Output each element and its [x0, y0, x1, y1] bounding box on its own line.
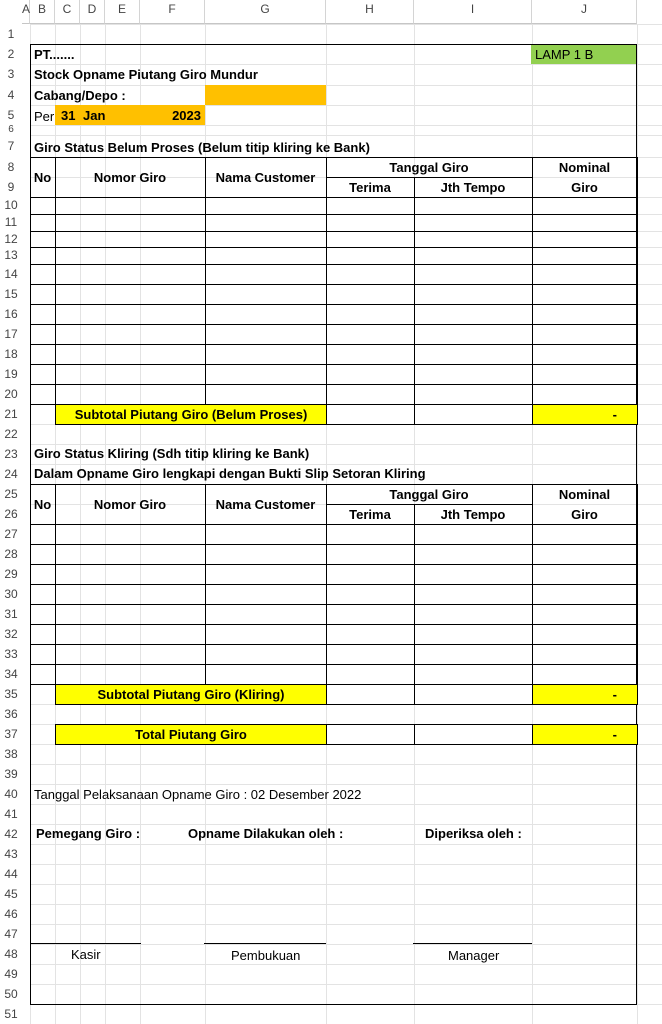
row-header-12[interactable]: 12: [4, 232, 18, 246]
column-header-j[interactable]: J: [532, 0, 637, 24]
subtotal-value: [533, 405, 637, 424]
row-header-47[interactable]: 47: [4, 927, 18, 941]
header-giro: [532, 177, 637, 197]
header-nominal-text: Nominal: [558, 486, 611, 502]
total-col-line: [637, 724, 638, 745]
subtotal-value-text: -: [612, 687, 617, 702]
row-header-13[interactable]: 13: [4, 248, 18, 262]
column-header-e[interactable]: E: [105, 0, 140, 24]
column-header-c[interactable]: C: [55, 0, 80, 24]
row-header-37[interactable]: 37: [4, 727, 18, 741]
row-header-18[interactable]: 18: [4, 347, 18, 361]
header-tanggal-giro-text: Tanggal Giro: [389, 159, 469, 175]
row-header-42[interactable]: 42: [4, 827, 18, 841]
sign-kasir: Kasir: [71, 947, 101, 962]
subtotal-label-text: Subtotal Piutang Giro (Belum Proses): [74, 407, 308, 422]
row-header-49[interactable]: 49: [4, 967, 18, 981]
table-row[interactable]: [30, 324, 637, 344]
subtotal-bottom-line: [55, 424, 637, 425]
col-line: [30, 157, 31, 404]
row-header-21[interactable]: 21: [4, 407, 18, 421]
signature-line-kasir: [31, 943, 141, 944]
table-row[interactable]: [30, 214, 637, 231]
row-header-48[interactable]: 48: [4, 947, 18, 961]
col-line: [55, 157, 56, 404]
row-header-5[interactable]: 5: [7, 108, 15, 122]
row-line: [30, 584, 637, 585]
row-header-16[interactable]: 16: [4, 307, 18, 321]
table-row[interactable]: [30, 564, 637, 584]
row-header-29[interactable]: 29: [4, 567, 18, 581]
header-tanggal-giro-text: Tanggal Giro: [389, 486, 469, 502]
checked-by-label: Diperiksa oleh :: [425, 826, 522, 841]
total-bottom-line: [55, 744, 637, 745]
header-no-text: No: [33, 496, 52, 512]
header-divider: [326, 177, 532, 178]
header-terima-text: Terima: [349, 179, 391, 195]
row-line: [30, 544, 637, 545]
total-label-text: Total Piutang Giro: [135, 727, 247, 742]
row-header-45[interactable]: 45: [4, 887, 18, 901]
row-header-26[interactable]: 26: [4, 507, 18, 521]
column-header-h[interactable]: H: [326, 0, 414, 24]
lamp-label: LAMP 1 B: [535, 47, 594, 62]
table-row[interactable]: [30, 384, 637, 404]
subtotal-col-line: [414, 404, 415, 425]
header-giro-text: Giro: [571, 179, 598, 195]
total-value-text: -: [612, 727, 617, 742]
row-header-43[interactable]: 43: [4, 847, 18, 861]
row-header-19[interactable]: 19: [4, 367, 18, 381]
col-line: [30, 484, 31, 684]
subtotal-value-text: -: [612, 407, 617, 422]
table-row[interactable]: [30, 624, 637, 644]
table-row[interactable]: [30, 197, 637, 214]
header-nomor-giro: [55, 157, 205, 197]
row-header-34[interactable]: 34: [4, 667, 18, 681]
row-header-35[interactable]: 35: [4, 687, 18, 701]
header-tanggal-giro: [326, 157, 532, 177]
table-row[interactable]: [30, 584, 637, 604]
opname-date-line: Tanggal Pelaksanaan Opname Giro : 02 Desember 2022: [34, 787, 362, 802]
subtotal-value: [533, 685, 637, 704]
row-header-11[interactable]: 11: [4, 215, 18, 229]
subtotal-label: [56, 405, 326, 424]
row-header-6[interactable]: 6: [8, 124, 14, 135]
row-header-2[interactable]: 2: [7, 47, 15, 61]
col-line: [637, 484, 638, 684]
subtotal-bottom-line: [55, 704, 637, 705]
row-line: [30, 324, 637, 325]
row-header-40[interactable]: 40: [4, 787, 18, 801]
branch-label: Cabang/Depo :: [34, 88, 126, 103]
row-line: [30, 604, 637, 605]
row-line: [30, 644, 637, 645]
subtotal-label-text: Subtotal Piutang Giro (Kliring): [97, 687, 285, 702]
subtotal-col-line: [326, 684, 327, 705]
row-header-8[interactable]: 8: [7, 160, 15, 174]
header-nominal-text: Nominal: [558, 159, 611, 175]
col-line: [532, 484, 533, 684]
row-header-39[interactable]: 39: [4, 767, 18, 781]
period-label: Per: [34, 109, 55, 124]
table-border-top: [30, 157, 637, 158]
row-line: [30, 564, 637, 565]
signature-line-manager: [413, 943, 532, 944]
header-nomor-giro: [55, 484, 205, 524]
row-header-17[interactable]: 17: [4, 327, 18, 341]
header-jth-tempo: [414, 177, 532, 197]
row-header-7[interactable]: 7: [7, 139, 15, 153]
done-by-label: Opname Dilakukan oleh :: [188, 826, 344, 841]
header-jth-tempo-text: Jth Tempo: [440, 506, 506, 522]
header-nominal: [532, 157, 637, 177]
row-header-41[interactable]: 41: [4, 807, 18, 821]
header-nomor-giro-text: Nomor Giro: [93, 496, 167, 512]
row-header-4[interactable]: 4: [7, 88, 15, 102]
header-terima: [326, 177, 414, 197]
company-name: PT.......: [34, 47, 75, 62]
subtotal-col-line: [637, 684, 638, 705]
table-row[interactable]: [30, 524, 637, 544]
header-giro-text: Giro: [571, 506, 598, 522]
column-header-g[interactable]: G: [205, 0, 326, 24]
holder-label: Pemegang Giro :: [36, 826, 141, 841]
row-line: [30, 247, 637, 248]
sign-pembukuan: Pembukuan: [231, 948, 301, 963]
row-line: [30, 214, 637, 215]
period-month: Jan: [83, 107, 106, 123]
row-line: [30, 264, 637, 265]
row-line: [30, 231, 637, 232]
row-line: [30, 284, 637, 285]
row-header-3[interactable]: 3: [7, 67, 15, 81]
header-terima-text: Terima: [349, 506, 391, 522]
header-terima: [326, 504, 414, 524]
subtotal-label: [56, 685, 326, 704]
row-line: [30, 197, 637, 198]
table-row[interactable]: [30, 364, 637, 384]
report-title: Stock Opname Piutang Giro Mundur: [34, 67, 258, 82]
total-col-line: [326, 724, 327, 745]
header-jth-tempo-text: Jth Tempo: [440, 179, 506, 195]
header-divider: [326, 504, 532, 505]
table-row[interactable]: [30, 664, 637, 684]
column-header-bar: [0, 0, 662, 24]
col-line: [205, 484, 206, 684]
period-day: 31: [61, 107, 76, 123]
row-header-24[interactable]: 24: [4, 467, 18, 481]
col-line: [532, 157, 533, 404]
column-header-d[interactable]: D: [80, 0, 105, 24]
col-line: [55, 484, 56, 684]
subtotal-col-line: [414, 684, 415, 705]
header-nama-customer: [205, 157, 326, 197]
row-line: [30, 304, 637, 305]
row-header-50[interactable]: 50: [4, 987, 18, 1001]
header-no: [30, 157, 55, 197]
row-line: [30, 624, 637, 625]
table-row[interactable]: [30, 604, 637, 624]
table-border-top: [30, 484, 637, 485]
table-row[interactable]: [30, 284, 637, 304]
row-header-25[interactable]: 25: [4, 487, 18, 501]
column-header-a[interactable]: A: [22, 0, 30, 24]
row-line: [30, 664, 637, 665]
row-header-33[interactable]: 33: [4, 647, 18, 661]
lamp-badge: [531, 45, 636, 64]
sign-manager: Manager: [448, 948, 500, 963]
row-header-51[interactable]: 51: [4, 1007, 18, 1021]
branch-input[interactable]: [205, 85, 326, 105]
col-line: [414, 504, 415, 684]
row-header-31[interactable]: 31: [4, 607, 18, 621]
row-header-20[interactable]: 20: [4, 387, 18, 401]
gridline-h: [30, 24, 662, 25]
row-header-44[interactable]: 44: [4, 867, 18, 881]
table-row[interactable]: [30, 231, 637, 247]
row-header-32[interactable]: 32: [4, 627, 18, 641]
header-giro: [532, 504, 637, 524]
column-header-b[interactable]: B: [30, 0, 55, 24]
row-line: [30, 524, 637, 525]
column-header-i[interactable]: I: [414, 0, 532, 24]
row-header-38[interactable]: 38: [4, 747, 18, 761]
header-nomor-giro-text: Nomor Giro: [93, 169, 167, 185]
col-line: [326, 157, 327, 404]
row-line: [30, 364, 637, 365]
header-nama-customer-text: Nama Customer: [215, 496, 316, 512]
row-header-30[interactable]: 30: [4, 587, 18, 601]
row-header-36[interactable]: 36: [4, 707, 18, 721]
table-row[interactable]: [30, 544, 637, 564]
total-col-line: [414, 724, 415, 745]
period-date-field[interactable]: [55, 105, 205, 125]
section2-note: Dalam Opname Giro lengkapi dengan Bukti Slip Setoran Kliring: [34, 466, 426, 481]
row-line: [30, 384, 637, 385]
table-row[interactable]: [30, 344, 637, 364]
section1-title: Giro Status Belum Proses (Belum titip kliring ke Bank): [34, 140, 370, 155]
col-line: [326, 484, 327, 684]
table-row[interactable]: [30, 304, 637, 324]
row-header-bar: [0, 24, 30, 1024]
header-nominal: [532, 484, 637, 504]
row-header-10[interactable]: 10: [4, 198, 18, 212]
subtotal-col-line: [637, 404, 638, 425]
header-no: [30, 484, 55, 524]
header-nama-customer: [205, 484, 326, 524]
table-row[interactable]: [30, 644, 637, 664]
row-header-22[interactable]: 22: [4, 427, 18, 441]
total-value: [533, 725, 637, 744]
row-header-28[interactable]: 28: [4, 547, 18, 561]
section2-title: Giro Status Kliring (Sdh titip kliring ke Bank): [34, 446, 310, 461]
period-year: 2023: [172, 107, 201, 123]
header-jth-tempo: [414, 504, 532, 524]
row-header-15[interactable]: 15: [4, 287, 18, 301]
col-line: [205, 157, 206, 404]
row-header-1[interactable]: 1: [7, 27, 15, 41]
row-header-14[interactable]: 14: [4, 267, 18, 281]
row-header-27[interactable]: 27: [4, 527, 18, 541]
table-row[interactable]: [30, 264, 637, 284]
col-line: [637, 157, 638, 404]
header-nama-customer-text: Nama Customer: [215, 169, 316, 185]
subtotal-col-line: [326, 404, 327, 425]
table-row[interactable]: [30, 247, 637, 264]
row-header-23[interactable]: 23: [4, 447, 18, 461]
col-line: [414, 177, 415, 404]
signature-line-pembukuan: [204, 943, 326, 944]
total-label: [56, 725, 326, 744]
column-header-f[interactable]: F: [140, 0, 205, 24]
header-tanggal-giro: [326, 484, 532, 504]
row-header-9[interactable]: 9: [7, 180, 15, 194]
row-header-46[interactable]: 46: [4, 907, 18, 921]
header-no-text: No: [33, 169, 52, 185]
row-line: [30, 344, 637, 345]
